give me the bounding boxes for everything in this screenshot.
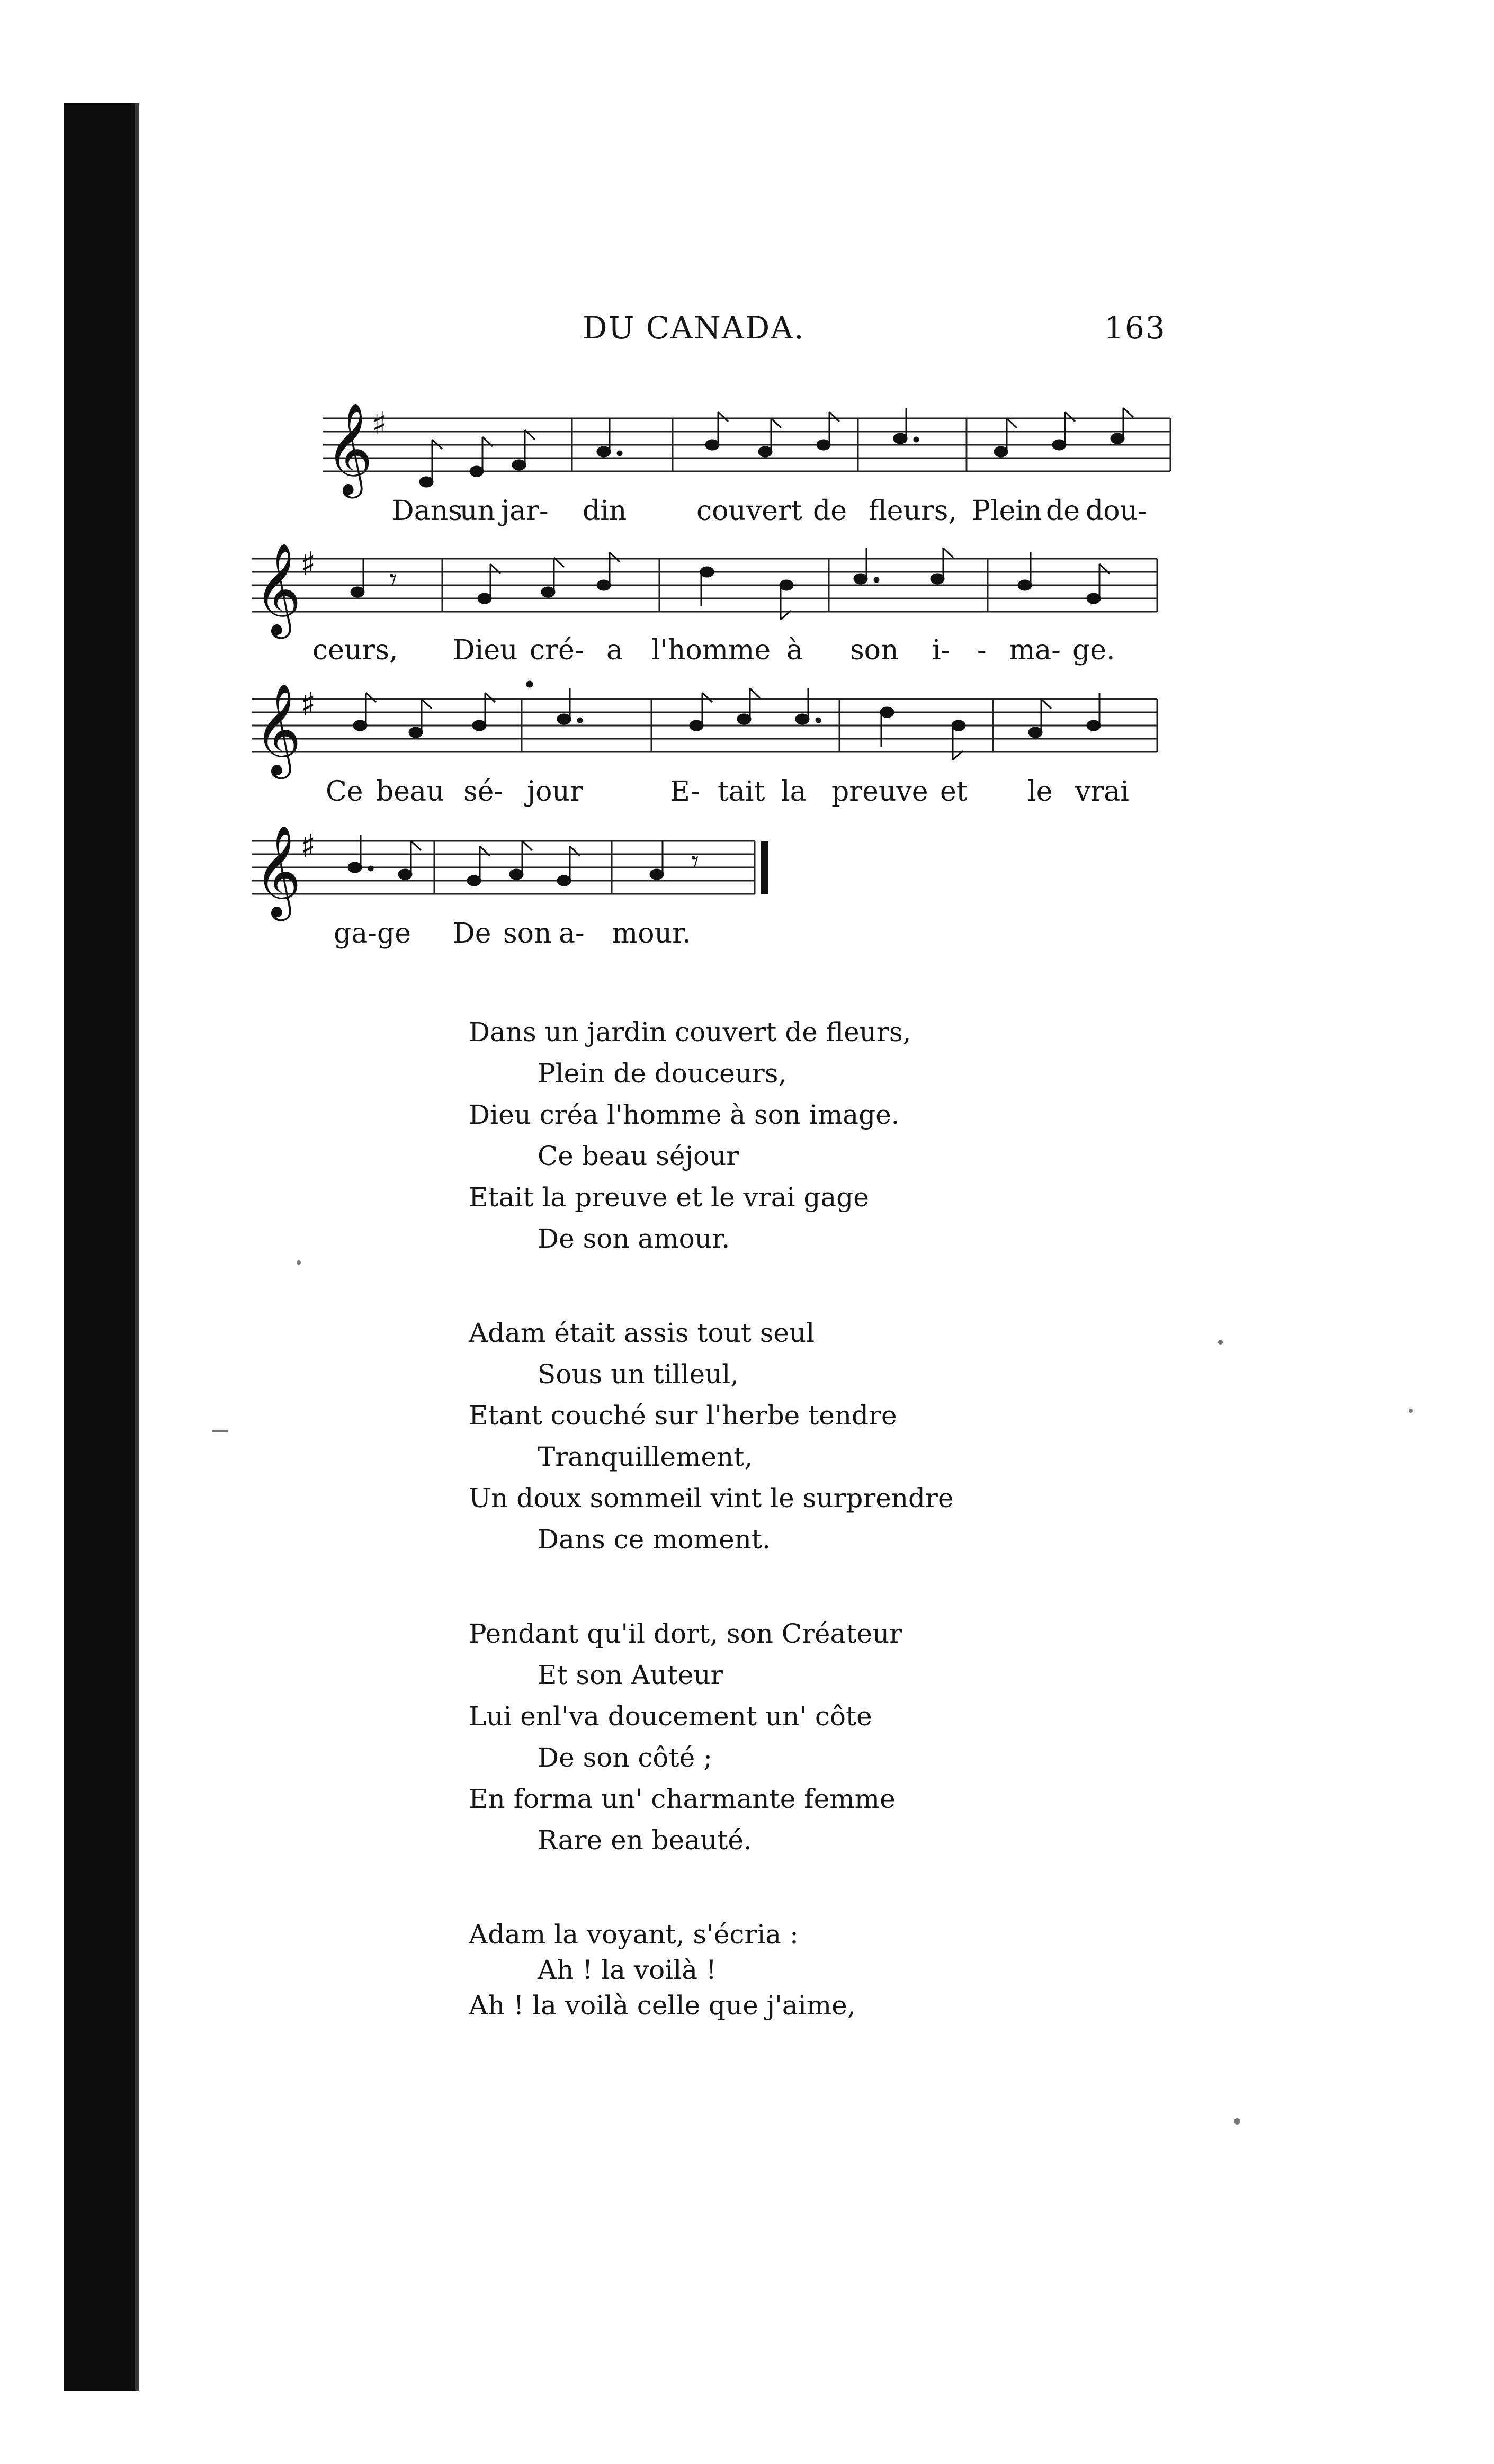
song-verses xyxy=(469,1011,954,2079)
verse-line: Dans un jardin couvert de fleurs, xyxy=(469,1017,911,1047)
verse-line: Dans ce moment. xyxy=(538,1524,771,1555)
verse-line: Et son Auteur xyxy=(538,1660,723,1690)
verse-line: Tranquillement, xyxy=(538,1441,753,1472)
lyric-syllable: a- xyxy=(559,918,585,949)
lyric-syllable: tait xyxy=(718,776,765,808)
verse-line: Pendant qu'il dort, son Créateur xyxy=(469,1618,902,1649)
scan-speck xyxy=(212,1430,228,1432)
lyric-syllable: un xyxy=(460,495,495,527)
sharp-icon: ♯ xyxy=(300,686,316,723)
lyric-syllable: preuve xyxy=(831,776,928,808)
lyric-syllable: Ce xyxy=(326,776,363,808)
lyric-syllable: din xyxy=(583,495,627,527)
lyric-syllable: de xyxy=(813,495,847,527)
scan-speck xyxy=(1409,1409,1413,1413)
lyric-syllable: son xyxy=(850,634,899,666)
verse-line: Etait la preuve et le vrai gage xyxy=(469,1182,869,1213)
verse-line: En forma un' charmante femme xyxy=(469,1784,896,1814)
stanza-3 xyxy=(469,1613,954,1861)
sharp-icon: ♯ xyxy=(300,828,316,865)
lyric-syllable: Dieu xyxy=(453,634,518,666)
lyric-syllable: De xyxy=(453,918,491,949)
lyric-syllable: jour xyxy=(527,776,583,808)
lyric-syllable: beau xyxy=(376,776,444,808)
lyric-syllable: i- xyxy=(932,634,951,666)
lyric-syllable: Plein xyxy=(972,495,1042,527)
svg-text:𝄾: 𝄾 xyxy=(691,845,699,879)
music-staff-2 xyxy=(252,543,1157,643)
lyric-syllable: et xyxy=(940,776,968,808)
lyric-syllable: mour. xyxy=(612,918,691,949)
lyric-syllable: ceurs, xyxy=(312,634,398,666)
sharp-icon: ♯ xyxy=(372,405,388,442)
verse-line: Adam la voyant, s'écria : xyxy=(469,1919,799,1950)
lyric-syllable: cré- xyxy=(530,634,584,666)
lyric-syllable: l'homme xyxy=(651,634,771,666)
scan-speck xyxy=(1218,1340,1223,1345)
treble-clef-icon: 𝄞 xyxy=(254,683,301,775)
lyric-syllable: E- xyxy=(670,776,700,808)
lyric-syllable: ge. xyxy=(1072,634,1115,666)
verse-line: Etant couché sur l'herbe tendre xyxy=(469,1400,897,1431)
lyric-syllable: à xyxy=(786,634,803,666)
lyric-syllable: son xyxy=(503,918,552,949)
svg-text:𝄾: 𝄾 xyxy=(389,562,397,597)
verse-line: Sous un tilleul, xyxy=(538,1359,739,1390)
lyric-syllable: dou- xyxy=(1086,495,1147,527)
verse-line: Rare en beauté. xyxy=(538,1825,752,1856)
lyric-syllable: ma- xyxy=(1009,634,1061,666)
verse-line: Ah ! la voilà ! xyxy=(538,1955,717,1985)
lyric-syllable: - xyxy=(977,634,987,666)
verse-line: De son amour. xyxy=(538,1223,730,1254)
sharp-icon: ♯ xyxy=(300,545,316,583)
lyric-syllable: a xyxy=(606,634,623,666)
lyric-syllable: la xyxy=(781,776,807,808)
music-staff-3 xyxy=(252,683,1157,784)
running-header: DU CANADA. xyxy=(583,310,805,346)
scan-speck xyxy=(1234,2118,1240,2125)
verse-line: Ah ! la voilà celle que j'aime, xyxy=(469,1990,856,2021)
final-barline xyxy=(761,841,768,894)
stanza-4 xyxy=(469,1914,954,2026)
music-staff-4 xyxy=(252,825,771,926)
lyric-syllable: couvert xyxy=(696,495,802,527)
lyric-syllable: sé- xyxy=(463,776,504,808)
verse-line: Plein de douceurs, xyxy=(538,1058,787,1089)
verse-line: Un doux sommeil vint le surprendre xyxy=(469,1483,954,1513)
page-number: 163 xyxy=(1104,310,1166,346)
verse-line: Ce beau séjour xyxy=(538,1141,739,1171)
music-staff-1 xyxy=(323,402,1170,503)
lyric-syllable: fleurs, xyxy=(869,495,958,527)
treble-clef-icon: 𝄞 xyxy=(254,825,301,917)
binding-edge xyxy=(135,103,139,2391)
verse-line: Adam était assis tout seul xyxy=(469,1318,815,1348)
stanza-1 xyxy=(469,1011,954,1259)
stanza-2 xyxy=(469,1312,954,1560)
treble-clef-icon: 𝄞 xyxy=(326,402,373,495)
verse-line: Dieu créa l'homme à son image. xyxy=(469,1099,900,1130)
lyric-syllable: jar- xyxy=(501,495,549,527)
binding-shadow xyxy=(64,103,138,2391)
verse-line: Lui enl'va doucement un' côte xyxy=(469,1701,872,1732)
lyric-syllable: vrai xyxy=(1075,776,1129,808)
scan-speck xyxy=(297,1260,301,1265)
lyric-syllable: le xyxy=(1027,776,1053,808)
lyric-syllable: ge xyxy=(377,918,411,949)
lyric-syllable: ga- xyxy=(334,918,377,949)
verse-line: De son côté ; xyxy=(538,1742,712,1773)
treble-clef-icon: 𝄞 xyxy=(254,543,301,635)
lyric-syllable: de xyxy=(1046,495,1080,527)
lyric-syllable: Dans xyxy=(392,495,462,527)
